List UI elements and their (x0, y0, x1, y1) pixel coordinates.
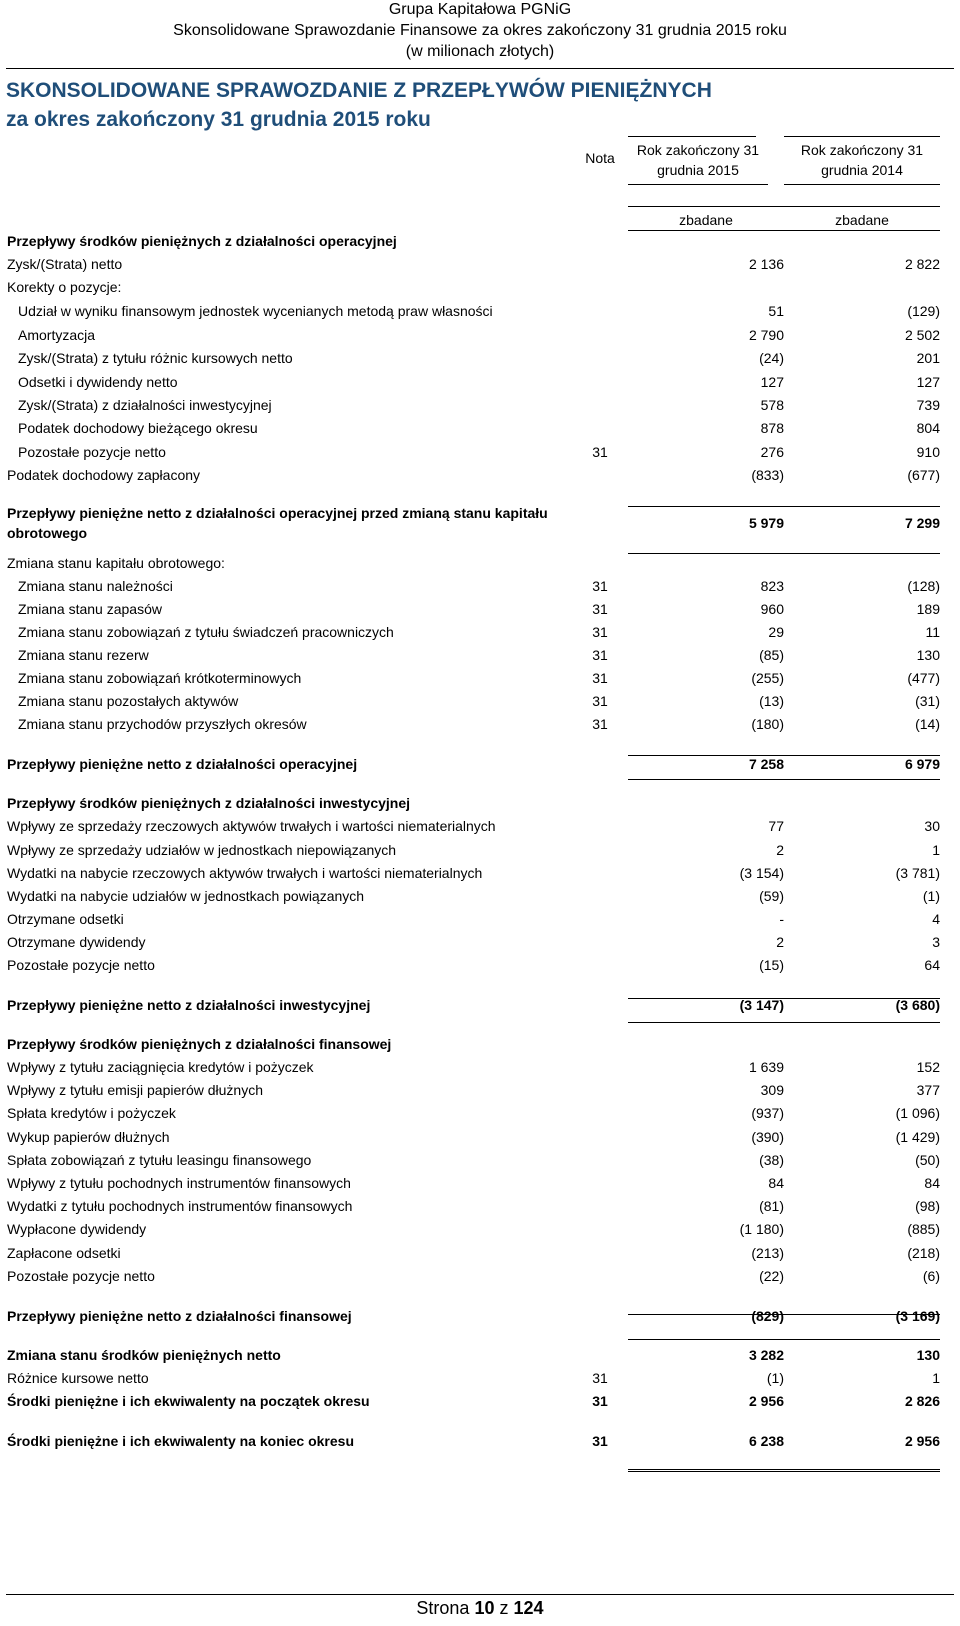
row-label: Korekty o pozycje: (7, 279, 122, 295)
row-value-2014: 3 (932, 934, 940, 950)
table-row (0, 1152, 960, 1174)
audited-bottom-rule (628, 230, 940, 231)
row-value-2015: 309 (760, 1082, 784, 1098)
page-prefix: Strona (416, 1598, 470, 1618)
row-label-continuation: obrotowego (7, 525, 88, 541)
row-value-2015: (937) (751, 1105, 784, 1121)
table-row (0, 865, 960, 887)
row-label: Odsetki i dywidendy netto (18, 374, 178, 390)
row-value-2014: 130 (916, 647, 940, 663)
row-value-2014: (6) (922, 1268, 940, 1284)
row-label: Środki pieniężne i ich ekwiwalenty na koniec okresu (7, 1433, 355, 1449)
row-value-2015: (38) (759, 1152, 784, 1168)
row-value-2015: (829) (751, 1308, 784, 1324)
row-value-2015: (833) (751, 467, 784, 483)
table-row (0, 842, 960, 864)
row-value-2014: 2 822 (904, 256, 940, 272)
row-value-2015: 84 (768, 1175, 784, 1191)
row-value-2014: (477) (907, 670, 940, 686)
row-label: Wpływy ze sprzedaży udziałów w jednostkach niepowiązanych (7, 842, 397, 858)
row-label: Przepływy środków pieniężnych z działalności inwestycyjnej (7, 795, 411, 811)
row-value-2014: 127 (916, 374, 940, 390)
table-row (0, 1221, 960, 1243)
table-row (0, 397, 960, 419)
row-value-2014: (3 680) (895, 997, 940, 1013)
row-value-2014: 201 (916, 350, 940, 366)
row-value-2014: 377 (916, 1082, 940, 1098)
row-value-2015: (24) (759, 350, 784, 366)
row-label: Zmiana stanu kapitału obrotowego: (7, 555, 225, 571)
row-label: Zmiana stanu należności (18, 578, 173, 594)
row-value-2014: (50) (915, 1152, 940, 1168)
row-value-2015: 77 (768, 818, 784, 834)
table-row (0, 1198, 960, 1220)
column-2015-header-line2: grudnia 2015 (657, 162, 739, 178)
row-value-2015: (13) (759, 693, 784, 709)
subtotal-rule-financing-bottom (628, 1339, 940, 1340)
row-value-2015: (59) (759, 888, 784, 904)
column-2014-header-line1: Rok zakończony 31 (800, 142, 924, 158)
row-value-2015: 2 (776, 842, 784, 858)
table-row (0, 303, 960, 325)
audited-top-rule (628, 206, 940, 207)
table-row (0, 444, 960, 466)
row-value-2015: (255) (751, 670, 784, 686)
table-row (0, 1370, 960, 1392)
row-value-2015: 29 (768, 624, 784, 640)
table-row (0, 1393, 960, 1415)
row-value-2014: (14) (915, 716, 940, 732)
row-value-2014: 189 (916, 601, 940, 617)
row-value-2014: 2 502 (904, 327, 940, 343)
row-label: Podatek dochodowy bieżącego okresu (18, 420, 258, 436)
row-value-2014: 1 (932, 1370, 940, 1386)
row-value-2015: (180) (751, 716, 784, 732)
table-row (0, 795, 960, 817)
page-current: 10 (474, 1598, 495, 1618)
row-label: Zmiana stanu zobowiązań z tytułu świadczeń pracowniczych (18, 624, 394, 640)
row-value-2014: 6 979 (904, 756, 940, 772)
subtotal-rule-operating-before-wc-top (628, 506, 940, 507)
column-2015-header-line1: Rok zakończony 31 (636, 142, 760, 158)
row-note: 31 (592, 624, 608, 640)
row-value-2014: (1 096) (895, 1105, 940, 1121)
table-row (0, 467, 960, 489)
audited-2014-label: zbadane (835, 212, 889, 228)
row-value-2015: 1 639 (748, 1059, 784, 1075)
table-row (0, 1082, 960, 1104)
subtotal-rule-investing-bottom (628, 1022, 940, 1023)
column-2014-bottom-rule (784, 184, 940, 185)
row-value-2015: (1) (766, 1370, 784, 1386)
row-note: 31 (592, 1393, 608, 1409)
row-label: Otrzymane dywidendy (7, 934, 146, 950)
table-row (0, 1129, 960, 1151)
row-note: 31 (592, 716, 608, 732)
row-note: 31 (592, 693, 608, 709)
row-value-2014: 804 (916, 420, 940, 436)
page-of: z (499, 1598, 509, 1618)
row-label: Podatek dochodowy zapłacony (7, 467, 201, 483)
row-note: 31 (592, 1433, 608, 1449)
row-value-2014: 4 (932, 911, 940, 927)
row-label: Różnice kursowe netto (7, 1370, 149, 1386)
row-label: Wydatki na nabycie rzeczowych aktywów trwałych i wartości niematerialnych (7, 865, 483, 881)
table-row (0, 1308, 960, 1330)
row-value-2014: 130 (916, 1347, 940, 1363)
row-label: Zmiana stanu środków pieniężnych netto (7, 1347, 281, 1363)
row-label: Otrzymane odsetki (7, 911, 124, 927)
statement-period: za okres zakończony 31 grudnia 2015 roku (6, 108, 431, 131)
subtotal-rule-financing (628, 1314, 940, 1315)
total-double-rule (628, 1469, 940, 1472)
audited-2015-label: zbadane (679, 212, 733, 228)
row-note: 31 (592, 601, 608, 617)
table-row (0, 420, 960, 442)
row-value-2014: 84 (924, 1175, 940, 1191)
row-label: Spłata zobowiązań z tytułu leasingu finansowego (7, 1152, 312, 1168)
row-value-2014: (128) (907, 578, 940, 594)
column-2014-top-rule (784, 136, 940, 137)
row-note: 31 (592, 1370, 608, 1386)
page-number (0, 1598, 960, 1619)
table-row (0, 374, 960, 396)
table-row (0, 818, 960, 840)
row-label: Wpływy z tytułu zaciągnięcia kredytów i pożyczek (7, 1059, 314, 1075)
row-value-2015: 2 956 (748, 1393, 784, 1409)
row-label: Pozostałe pozycje netto (7, 1268, 155, 1284)
row-label: Zmiana stanu rezerw (18, 647, 149, 663)
row-label: Wykup papierów dłużnych (7, 1129, 170, 1145)
row-label: Pozostałe pozycje netto (18, 444, 166, 460)
row-value-2015: 5 979 (748, 515, 784, 531)
row-label: Spłata kredytów i pożyczek (7, 1105, 176, 1121)
table-row (0, 1105, 960, 1127)
row-note: 31 (592, 444, 608, 460)
row-value-2015: (1 180) (739, 1221, 784, 1237)
table-row (0, 555, 960, 577)
row-value-2015: 960 (760, 601, 784, 617)
row-value-2015: 7 258 (748, 756, 784, 772)
column-note-header: Nota (585, 150, 615, 166)
table-row (0, 647, 960, 669)
table-row (0, 1268, 960, 1290)
header-unit: (w milionach złotych) (405, 43, 555, 60)
table-row (0, 279, 960, 301)
row-value-2014: 739 (916, 397, 940, 413)
row-label: Pozostałe pozycje netto (7, 957, 155, 973)
row-value-2014: 7 299 (904, 515, 940, 531)
table-row (0, 1433, 960, 1455)
subtotal-rule-operating-bottom (628, 779, 940, 780)
row-value-2014: 30 (924, 818, 940, 834)
row-value-2015: 2 136 (748, 256, 784, 272)
table-row (0, 1347, 960, 1369)
table-row (0, 911, 960, 933)
header-divider (6, 68, 954, 69)
row-value-2015: 276 (760, 444, 784, 460)
row-value-2015: (3 147) (739, 997, 784, 1013)
row-value-2014: 2 956 (904, 1433, 940, 1449)
row-value-2015: (22) (759, 1268, 784, 1284)
row-value-2015: 578 (760, 397, 784, 413)
row-value-2014: (31) (915, 693, 940, 709)
table-row (0, 327, 960, 349)
column-2015-top-rule (628, 136, 756, 137)
row-value-2015: 823 (760, 578, 784, 594)
row-value-2015: 127 (760, 374, 784, 390)
row-label: Zmiana stanu zobowiązań krótkoterminowych (18, 670, 302, 686)
table-row (0, 1059, 960, 1081)
row-value-2014: (885) (907, 1221, 940, 1237)
row-value-2014: 11 (925, 624, 940, 640)
row-note: 31 (592, 670, 608, 686)
row-value-2015: (81) (759, 1198, 784, 1214)
row-value-2014: (1) (922, 888, 940, 904)
footer-divider (6, 1594, 954, 1595)
row-value-2015: - (779, 911, 784, 927)
table-row (0, 693, 960, 715)
table-row (0, 1245, 960, 1267)
row-note: 31 (592, 578, 608, 594)
row-value-2015: (390) (751, 1129, 784, 1145)
row-value-2015: 2 790 (748, 327, 784, 343)
subtotal-rule-operating (628, 755, 940, 756)
table-row (0, 624, 960, 646)
row-value-2015: (213) (751, 1245, 784, 1261)
subtotal-rule-investing (628, 998, 940, 999)
row-label: Wypłacone dywidendy (7, 1221, 147, 1237)
row-note: 31 (592, 647, 608, 663)
table-row (0, 670, 960, 692)
row-label: Zapłacone odsetki (7, 1245, 121, 1261)
row-value-2014: (677) (907, 467, 940, 483)
row-value-2014: 64 (924, 957, 940, 973)
table-row (0, 578, 960, 600)
row-value-2015: 878 (760, 420, 784, 436)
subtotal-rule-operating-before-wc-bottom (628, 553, 940, 554)
table-row (0, 505, 960, 541)
row-value-2014: 2 826 (904, 1393, 940, 1409)
table-row (0, 256, 960, 278)
row-label: Przepływy środków pieniężnych z działalności finansowej (7, 1036, 392, 1052)
table-row (0, 888, 960, 910)
row-label: Wpływy z tytułu pochodnych instrumentów finansowych (7, 1175, 351, 1191)
header-report: Skonsolidowane Sprawozdanie Finansowe za okres zakończony 31 grudnia 2015 roku (173, 22, 787, 39)
row-label: Zysk/(Strata) netto (7, 256, 123, 272)
row-value-2014: (218) (907, 1245, 940, 1261)
table-row (0, 934, 960, 956)
row-value-2014: 1 (932, 842, 940, 858)
row-value-2014: (3 781) (895, 865, 940, 881)
column-2014-header-line2: grudnia 2014 (821, 162, 903, 178)
row-label: Przepływy pieniężne netto z działalności inwestycyjnej (7, 997, 371, 1013)
row-value-2015: (15) (759, 957, 784, 973)
row-value-2014: (1 429) (895, 1129, 940, 1145)
row-value-2014: (129) (907, 303, 940, 319)
page-total: 124 (513, 1598, 544, 1618)
row-value-2015: 2 (776, 934, 784, 950)
row-label: Zysk/(Strata) z działalności inwestycyjnej (18, 397, 272, 413)
row-label: Wydatki na nabycie udziałów w jednostkach powiązanych (7, 888, 365, 904)
row-label: Wpływy ze sprzedaży rzeczowych aktywów trwałych i wartości niematerialnych (7, 818, 496, 834)
row-label: Amortyzacja (18, 327, 96, 343)
table-row (0, 997, 960, 1019)
table-row (0, 957, 960, 979)
row-label: Zmiana stanu zapasów (18, 601, 162, 617)
table-row (0, 1175, 960, 1197)
header-company: Grupa Kapitałowa PGNiG (388, 1, 572, 18)
row-label: Zmiana stanu pozostałych aktywów (18, 693, 239, 709)
row-value-2014: 152 (916, 1059, 940, 1075)
row-label: Zysk/(Strata) z tytułu różnic kursowych netto (18, 350, 293, 366)
row-value-2015: 51 (768, 303, 784, 319)
row-label: Przepływy środków pieniężnych z działalności operacyjnej (7, 233, 397, 249)
row-label: Przepływy pieniężne netto z działalności finansowej (7, 1308, 352, 1324)
row-value-2015: (85) (759, 647, 784, 663)
row-label: Środki pieniężne i ich ekwiwalenty na początek okresu (7, 1393, 370, 1409)
row-value-2014: (3 169) (895, 1308, 940, 1324)
row-label: Przepływy pieniężne netto z działalności operacyjnej przed zmianą stanu kapitału (7, 505, 548, 521)
column-2015-bottom-rule (628, 184, 768, 185)
statement-title: SKONSOLIDOWANE SPRAWOZDANIE Z PRZEPŁYWÓW PIENIĘŻNYCH (6, 79, 712, 102)
row-label: Udział w wyniku finansowym jednostek wycenianych metodą praw własności (18, 303, 493, 319)
table-row (0, 601, 960, 623)
table-row (0, 756, 960, 778)
table-row (0, 233, 960, 255)
row-label: Przepływy pieniężne netto z działalności operacyjnej (7, 756, 358, 772)
row-value-2015: (3 154) (739, 865, 784, 881)
row-label: Zmiana stanu przychodów przyszłych okresów (18, 716, 307, 732)
table-row (0, 1036, 960, 1058)
row-label: Wpływy z tytułu emisji papierów dłużnych (7, 1082, 263, 1098)
row-label: Wydatki z tytułu pochodnych instrumentów finansowych (7, 1198, 353, 1214)
row-value-2015: 3 282 (748, 1347, 784, 1363)
row-value-2014: (98) (915, 1198, 940, 1214)
table-row (0, 350, 960, 372)
row-value-2015: 6 238 (748, 1433, 784, 1449)
row-value-2014: 910 (916, 444, 940, 460)
table-row (0, 716, 960, 738)
